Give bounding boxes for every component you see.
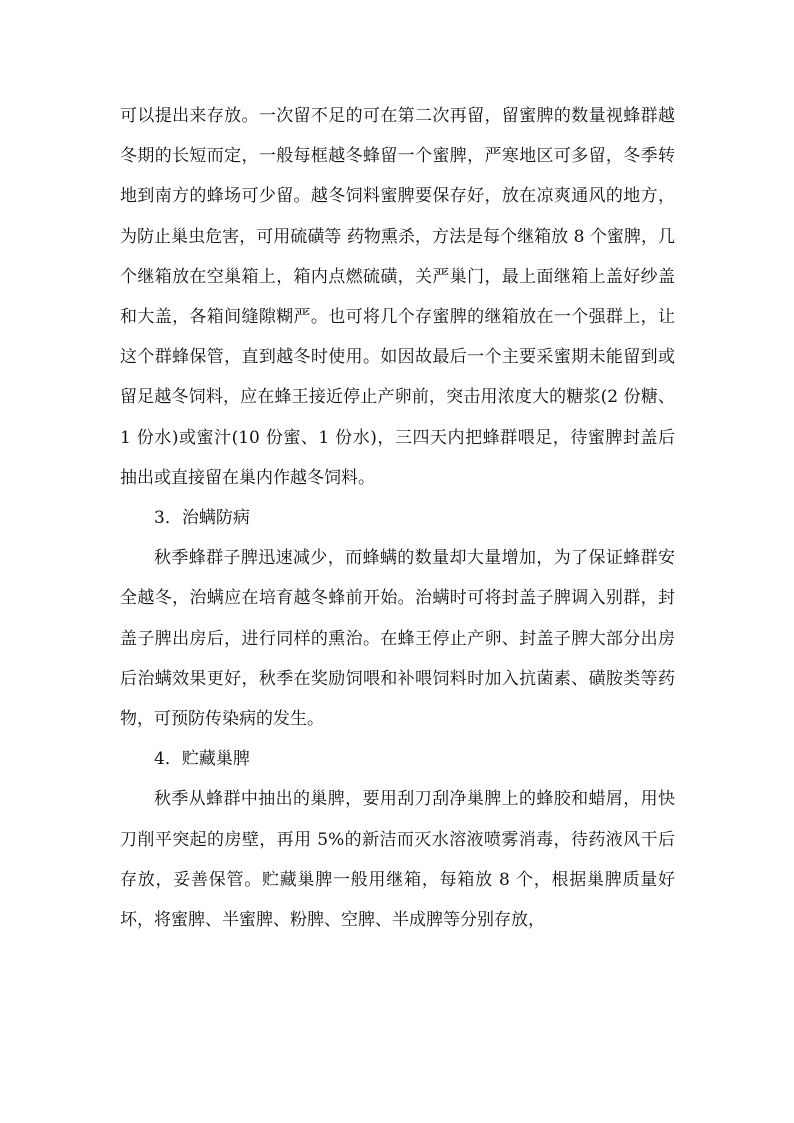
paragraph-overwintering-honey-frames: 可以提出来存放。一次留不足的可在第二次再留，留蜜脾的数量视蜂群越冬期的长短而定，一般每框越冬蜂留一个蜜脾，严寒地区可多留，冬季转地到南方的蜂场可少留。越冬饲料蜜脾要保存好，放在凉爽通风的地方，为防止巢虫危害，可用硫磺等 药物熏杀，方法是每个继箱放 8 个蜜脾，几个继箱放在空巢箱上，箱内点燃硫磺，关严巢门，最上面继箱上盖好纱盖和大盖，各箱间缝隙糊严。也可将几个存蜜脾的继箱放在一个强群上，让这个群蜂保管，直到越冬时使用。如因故最后一个主要采蜜期未能留到或留足越冬饲料，应在蜂王接近停止产卵前，突击用浓度大的糖浆(2 份糖、1 份水)或蜜汁(10 份蜜、1 份水)，三四天内把蜂群喂足，待蜜脾封盖后抽出或直接留在巢内作越冬饲料。	[120, 106, 675, 488]
document-body	[120, 96, 675, 940]
section-heading-comb-storage: 4．贮藏巢脾	[154, 749, 250, 770]
paragraph-mite-control: 秋季蜂群子脾迅速减少，而蜂螨的数量却大量增加，为了保证蜂群安全越冬，治螨应在培育越冬蜂前开始。治螨时可将封盖子脾调入别群，封盖子脾出房后，进行同样的熏治。在蜂王停止产卵、封盖子脾大部分出房后治螨效果更好，秋季在奖励饲喂和补喂饲料时加入抗菌素、磺胺类等药物，可预防传染病的发生。	[120, 548, 675, 730]
paragraph-comb-storage: 秋季从蜂群中抽出的巢脾，要用刮刀刮净巢脾上的蜂胶和蜡屑，用快刀削平突起的房壁，再用 5%的新洁而灭水溶液喷雾消毒，待药液风干后存放，妥善保管。贮藏巢脾一般用继箱，每箱放 8 个，根据巢脾质量好坏，将蜜脾、半蜜脾、粉脾、空脾、半成脾等分别存放，	[120, 789, 675, 931]
section-heading-mite-control: 3．治螨防病	[154, 508, 250, 529]
